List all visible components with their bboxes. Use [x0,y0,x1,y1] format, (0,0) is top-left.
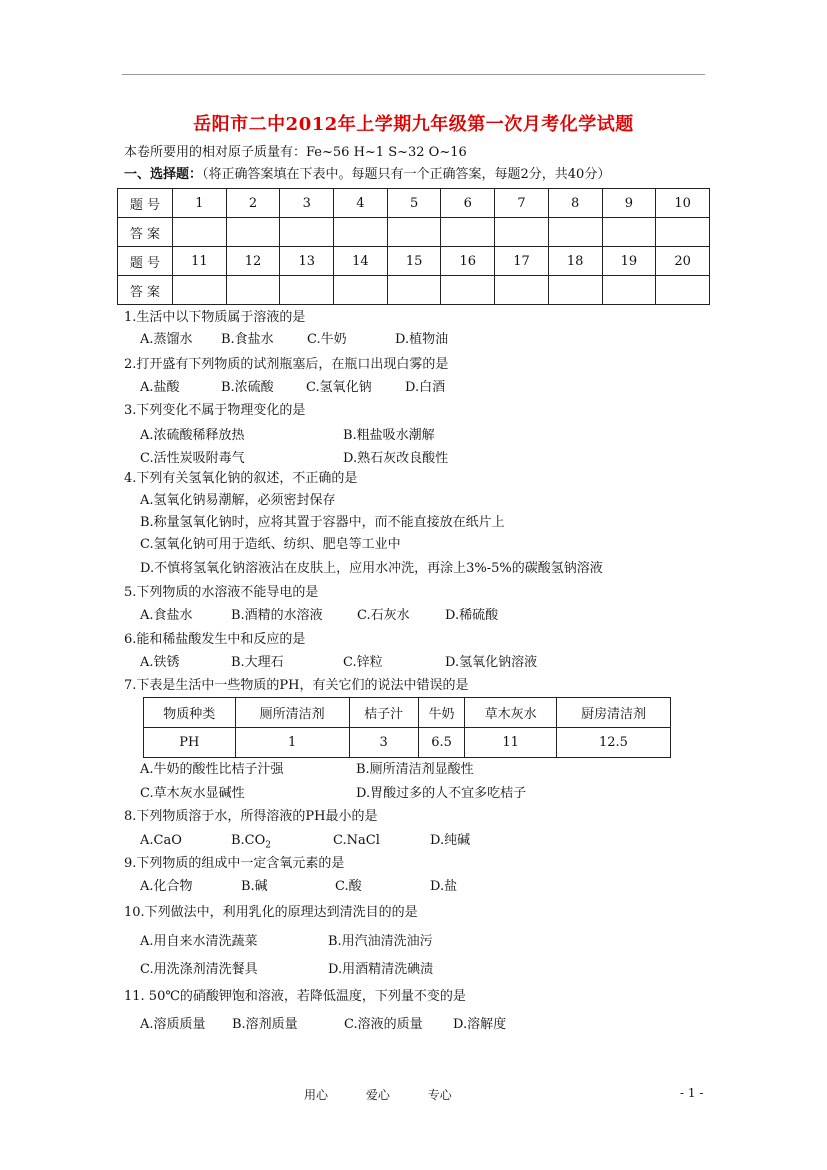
option-d: D.纯碱 [430,833,471,848]
option-b [231,832,271,855]
question-stem: 1.生活中以下物质属于溶液的是 [124,310,306,325]
option-c: C.酸 [335,879,362,894]
answer-cell[interactable] [602,218,656,247]
option-c: C.牛奶 [307,332,347,347]
question-stem: 9.下列物质的组成中一定含氧元素的是 [124,856,345,871]
table-header-cell: 厨房清洁剂 [556,698,670,728]
option-b: B.粗盐吸水潮解 [343,428,435,443]
question-number: 7 [495,189,549,218]
question-stem: 6.能和稀盐酸发生中和反应的是 [124,632,306,647]
option-b: B.碱 [241,879,268,894]
answer-table [117,188,710,305]
option-a: A.盐酸 [140,380,180,395]
page-title: 岳阳市二中2012年上学期九年级第一次月考化学试题 [193,114,634,135]
option-d: D.植物油 [395,332,449,347]
question-number: 3 [280,189,334,218]
ph-table [143,697,671,758]
option-a: A.蒸馏水 [140,332,193,347]
option-d: D.熟石灰改良酸性 [343,451,449,466]
answer-cell[interactable] [387,276,441,305]
question-number: 9 [602,189,656,218]
answer-cell[interactable] [495,276,549,305]
option-c: C.活性炭吸附毒气 [140,451,245,466]
option-c: C.溶液的质量 [344,1017,423,1032]
answer-cell[interactable] [226,276,280,305]
question-stem: 3.下列变化不属于物理变化的是 [124,403,306,418]
option-b: B.食盐水 [221,332,274,347]
question-number: 15 [387,247,441,276]
answer-cell[interactable] [173,218,227,247]
option-b-text: B.CO [231,833,266,848]
question-number: 17 [495,247,549,276]
table-row [118,218,710,247]
option-c: C.草木灰水显碱性 [140,786,245,801]
option-b: B.溶剂质量 [232,1017,298,1032]
question-number: 11 [173,247,227,276]
option-d: D.盐 [430,879,458,894]
question-stem: 11. 50℃的硝酸钾饱和溶液，若降低温度，下列量不变的是 [124,989,466,1004]
question-stem: 4.下列有关氢氧化钠的叙述，不正确的是 [124,471,358,486]
question-number: 19 [602,247,656,276]
question-number: 2 [226,189,280,218]
table-row [144,728,671,758]
question-number: 10 [656,189,710,218]
row-label: 题 号 [118,189,173,218]
table-header-cell: 桔子汁 [349,698,418,728]
row-label: 答 案 [118,218,173,247]
question-stem: 10.下列做法中，利用乳化的原理达到清洗目的的是 [124,905,418,920]
answer-cell[interactable] [548,218,602,247]
table-header-cell: 草木灰水 [465,698,557,728]
option-c: C.用洗涤剂清洗餐具 [140,962,258,977]
option-d: D.白酒 [405,380,446,395]
option-b: B.用汽油清洗油污 [328,934,433,949]
question-number: 12 [226,247,280,276]
question-number: 5 [387,189,441,218]
row-label: 题 号 [118,247,173,276]
header-rule [122,74,705,75]
option-c: C.锌粒 [343,655,383,670]
atomic-masses: 本卷所要用的相对原子质量有：Fe~56 H~1 S~32 O~16 [124,145,467,160]
option-b-subscript: 2 [265,840,272,851]
option-b: B.称量氢氧化钠时，应将其置于容器中，而不能直接放在纸片上 [140,515,505,530]
option-a: A.用自来水清洗蔬菜 [140,934,258,949]
page-number: - 1 - [680,1086,704,1100]
option-d: D.不慎将氢氧化钠溶液沾在皮肤上，应用水冲洗，再涂上3%-5%的碳酸氢钠溶液 [140,561,603,576]
question-number: 13 [280,247,334,276]
answer-cell[interactable] [441,218,495,247]
question-stem: 2.打开盛有下列物质的试剂瓶塞后，在瓶口出现白雾的是 [124,357,449,372]
option-d: D.溶解度 [453,1017,507,1032]
table-header-cell: 厕所清洁剂 [235,698,349,728]
question-number: 20 [656,247,710,276]
option-b: B.厕所清洁剂显酸性 [356,762,474,777]
option-b: B.大理石 [231,655,284,670]
option-c: C.NaCl [333,833,380,848]
table-row [144,698,671,728]
table-cell: 6.5 [418,728,465,758]
table-row [118,247,710,276]
answer-cell[interactable] [495,218,549,247]
answer-cell[interactable] [334,276,388,305]
option-b: B.酒精的水溶液 [231,608,323,623]
option-a: A.化合物 [140,879,193,894]
row-label: 答 案 [118,276,173,305]
answer-cell[interactable] [280,276,334,305]
option-a: A.溶质质量 [140,1017,206,1032]
option-d: D.氢氧化钠溶液 [445,655,538,670]
option-b: B.浓硫酸 [221,380,274,395]
option-c: C.氢氧化钠可用于造纸、纺织、肥皂等工业中 [140,537,401,552]
section-label: 一、选择题： [124,167,203,182]
question-number: 1 [173,189,227,218]
option-a: A.CaO [140,833,182,848]
question-stem: 8.下列物质溶于水，所得溶液的PH最小的是 [124,809,378,824]
answer-cell[interactable] [280,218,334,247]
option-d: D.稀硫酸 [445,608,499,623]
answer-cell[interactable] [226,218,280,247]
question-number: 6 [441,189,495,218]
answer-cell[interactable] [334,218,388,247]
question-stem: 7.下表是生活中一些物质的PH，有关它们的说法中错误的是 [124,678,469,693]
table-row [118,276,710,305]
footer-item: 专心 [427,1088,452,1102]
option-a: A.氢氧化钠易潮解，必须密封保存 [140,493,336,508]
option-d: D.用酒精清洗碘渍 [328,962,434,977]
question-number: 18 [548,247,602,276]
table-cell: PH [144,728,236,758]
option-c: C.氢氧化钠 [306,380,372,395]
section-note: （将正确答案填在下表中。每题只有一个正确答案，每题2分，共40分） [202,167,611,182]
option-d: D.胃酸过多的人不宜多吃桔子 [356,786,527,801]
footer-item: 用心 [304,1088,329,1102]
option-a: A.食盐水 [140,608,193,623]
answer-cell[interactable] [387,218,441,247]
footer-slogan [304,1086,486,1103]
table-header-cell: 牛奶 [418,698,465,728]
question-number: 8 [548,189,602,218]
section-heading [124,166,610,184]
footer-item: 爱心 [365,1088,390,1102]
answer-cell[interactable] [548,276,602,305]
question-number: 14 [334,247,388,276]
question-number: 16 [441,247,495,276]
option-a: A.铁锈 [140,655,180,670]
question-number: 4 [334,189,388,218]
option-c: C.石灰水 [357,608,410,623]
answer-cell[interactable] [441,276,495,305]
table-cell: 11 [465,728,557,758]
answer-cell[interactable] [656,276,710,305]
answer-cell[interactable] [602,276,656,305]
answer-cell[interactable] [173,276,227,305]
table-row [118,189,710,218]
option-a: A.浓硫酸稀释放热 [140,428,245,443]
table-cell: 1 [235,728,349,758]
table-cell: 3 [349,728,418,758]
answer-cell[interactable] [656,218,710,247]
question-stem: 5.下列物质的水溶液不能导电的是 [124,585,319,600]
table-cell: 12.5 [556,728,670,758]
option-a: A.牛奶的酸性比桔子汁强 [140,762,284,777]
table-header-cell: 物质种类 [144,698,236,728]
